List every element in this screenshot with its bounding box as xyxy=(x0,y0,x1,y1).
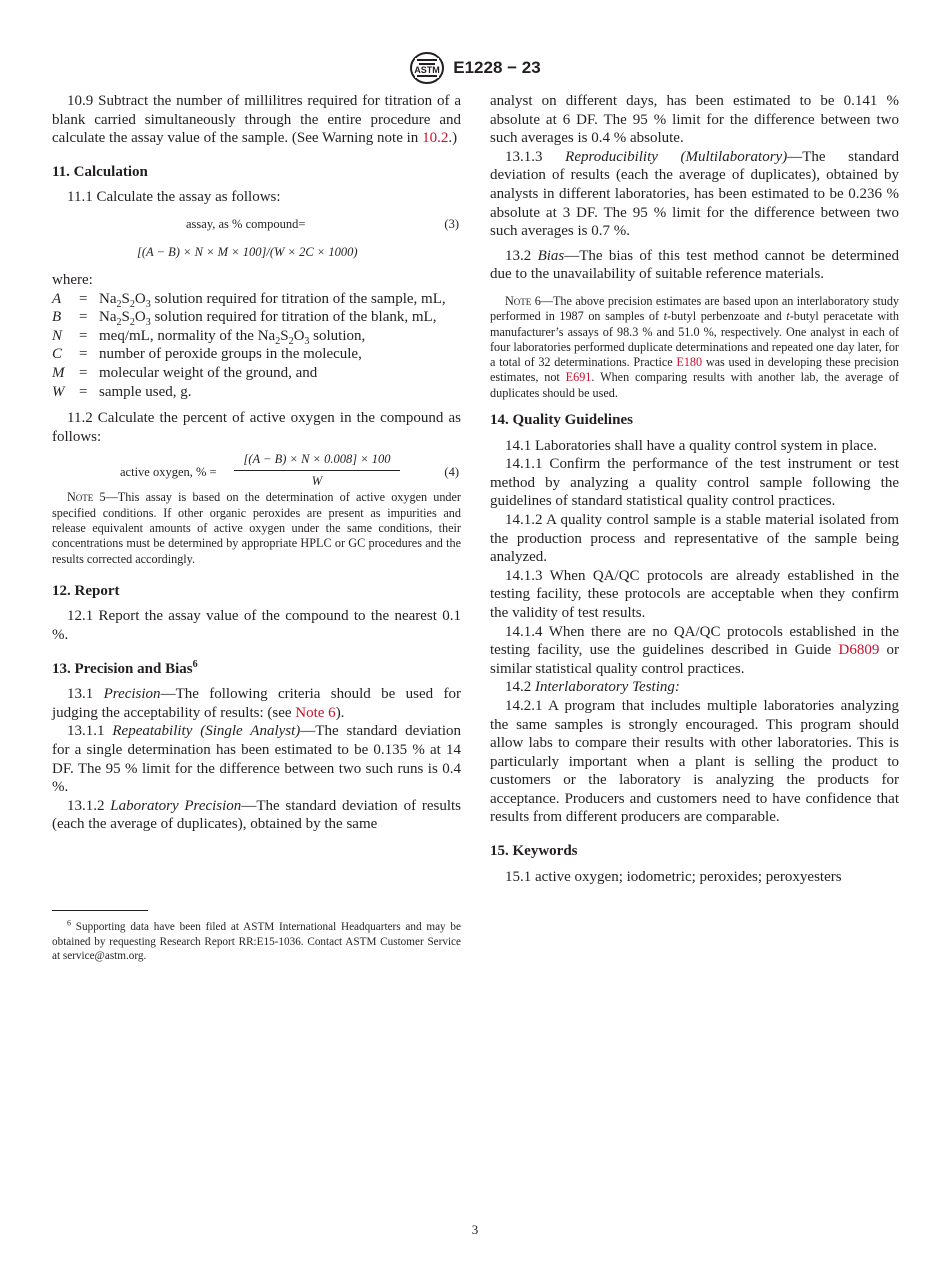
paragraph-10-9: 10.9 Subtract the number of millilitres required for titration of a blank carried simultaneously through the entire procedure and calculate the assay value of the sample. (See Warning note in 10.2.) xyxy=(52,93,461,147)
variable-row: B = $Na_2S_2O_3$ solution required for titration of the blank, mL, xyxy=(52,309,437,329)
footnote-divider xyxy=(52,910,148,911)
paragraph-13-1-1: 13.1.1 Repeatability (Single Analyst)—The standard deviation for a single determination has been estimated to be 0.135 % at 14 DF. The 95 % limit for the difference between two such runs is 0.4 %. xyxy=(52,723,461,796)
document-id: E1228 − 23 xyxy=(453,58,541,77)
paragraph-13-2: 13.2 Bias—The bias of this test method cannot be determined due to the unavailability of suitable reference materials. xyxy=(490,247,900,283)
paragraph-14-2: 14.2 Interlaboratory Testing: xyxy=(505,679,680,696)
section-15-heading: 15. Keywords xyxy=(490,843,578,860)
equation-3-formula: [(A − B) × N × M × 100]/(W × 2C × 1000) xyxy=(137,244,358,259)
section-11-heading: 11. Calculation xyxy=(52,163,148,180)
variable-row: N = meq/mL, normality of the $Na_2S_2O_3$ solution, xyxy=(52,327,366,347)
variable-definitions xyxy=(52,290,461,402)
paragraph-14-1-3: 14.1.3 When QA/QC protocols are already established in the testing facility, these protocols are acceptable when they confirm the validity of test results. xyxy=(490,567,899,621)
variable-row: W = sample used, g. xyxy=(52,383,192,400)
right-column xyxy=(490,92,899,886)
page-number: 3 xyxy=(471,1222,479,1237)
svg-text:ASTM: ASTM xyxy=(414,65,441,75)
paragraph-15-1: 15.1 active oxygen; iodometric; peroxides; peroxyesters xyxy=(505,868,842,885)
paragraph-14-1: 14.1 Laboratories shall have a quality control system in place. xyxy=(505,437,877,454)
paragraph-11-2: 11.2 Calculate the percent of active oxygen in the compound as follows: xyxy=(52,410,461,445)
variable-row: C = number of peroxide groups in the molecule, xyxy=(52,346,362,363)
link-10-2[interactable]: 10.2 xyxy=(422,130,449,147)
paragraph-14-2-1: 14.2.1 A program that includes multiple laboratories analyzing the same samples is strongly encouraged. This program should allow labs to compare their results with other laboratories. This is particularly important when a plant is selling the product to customers or the laboratory is analyzing the products for acceptance. Producers and customers need to have confidence that results from different producers are comparable. xyxy=(490,697,899,826)
page-header xyxy=(0,52,950,84)
paragraph-13-1-2-continued: analyst on different days, has been estimated to be 0.141 % absolute at 6 DF. The 95 % limit for the difference between two such averages is 0.4 % absolute. xyxy=(490,93,899,147)
paragraph-14-1-4: 14.1.4 When there are no QA/QC protocols established in the testing facility, use the guidelines described in Guide D6809 or similar statistical quality control practices. xyxy=(490,623,900,677)
note-6: Note 6—The above precision estimates are based upon an interlaboratory study performed in 1987 on samples of t-butyl perbenzoate and t-butyl peracetate with manufacturer’s assays of 98.3 % and 51.0 %, respectively. One analyst in each of four laboratories performed duplicate determinations and repeated one day later, for a total of 32 determinations. Practice E180 was used in developing these precision estimates, not E691. When comparing results with another lab, the average of duplicates should be used. xyxy=(490,293,900,400)
link-e180[interactable]: E180 xyxy=(676,355,703,370)
paragraph-13-1-3: 13.1.3 Reproducibility (Multilaboratory)—The standard deviation of results (each the average of duplicates), obtained by analysts in different laboratories, has been estimated to be 0.236 % absolute at 3 DF. The 95 % limit for the difference between two such averages is 0.7 %. xyxy=(490,148,900,240)
section-12-heading: 12. Report xyxy=(52,582,120,599)
variable-row: A = $Na_2S_2O_3$ solution required for titration of the sample, mL, xyxy=(52,290,446,310)
paragraph-11-1: 11.1 Calculate the assay as follows: xyxy=(67,189,281,206)
note-5: Note 5—This assay is based on the determination of active oxygen under specified conditions. If other organic peroxides are present as impurities and release equivalent amounts of active oxygen under the same conditions, their concentrations must be determined by appropriate HPLC or GC procedures and the results corrected accordingly. xyxy=(52,490,461,566)
equation-3-label: assay, as % compound= (3) xyxy=(186,216,459,231)
section-13-heading: 13. Precision and Bias$^6$ xyxy=(52,658,198,677)
variable-row: M = molecular weight of the ground, and xyxy=(52,364,318,381)
link-e691[interactable]: E691 xyxy=(565,370,592,385)
paragraph-14-1-1: 14.1.1 Confirm the performance of the test instrument or test method by analyzing a quality control sample following the guidelines of standard statistical quality control practices. xyxy=(490,456,899,510)
section-14-heading: 14. Quality Guidelines xyxy=(490,412,633,429)
where-label: where: xyxy=(52,271,93,288)
link-d6809[interactable]: D6809 xyxy=(838,642,880,659)
link-note-6[interactable]: Note 6 xyxy=(295,704,336,721)
left-column xyxy=(52,92,461,834)
paragraph-12-1: 12.1 Report the assay value of the compound to the nearest 0.1 %. xyxy=(52,608,461,643)
equation-4: active oxygen, % = $\frac{[(A - B) \times N \times 0.008] \times 100}{W}$ (4) xyxy=(120,452,459,488)
paragraph-13-1-2: 13.1.2 Laboratory Precision—The standard deviation of results (each the average of duplicates), obtained by the same xyxy=(52,797,461,833)
paragraph-14-1-2: 14.1.2 A quality control sample is a stable material isolated from the production process and representative of the sample being analyzed. xyxy=(490,511,899,566)
paragraph-13-1: 13.1 Precision—The following criteria should be used for judging the acceptability of results: (see Note 6). xyxy=(52,686,462,721)
footnote-6: $^6$ Supporting data have been filed at ASTM International Headquarters and may be obtained by requesting Research Report RR:E15-1036. Contact ASTM Customer Service at service@astm.org. xyxy=(52,918,461,963)
astm-logo-icon xyxy=(409,52,445,84)
